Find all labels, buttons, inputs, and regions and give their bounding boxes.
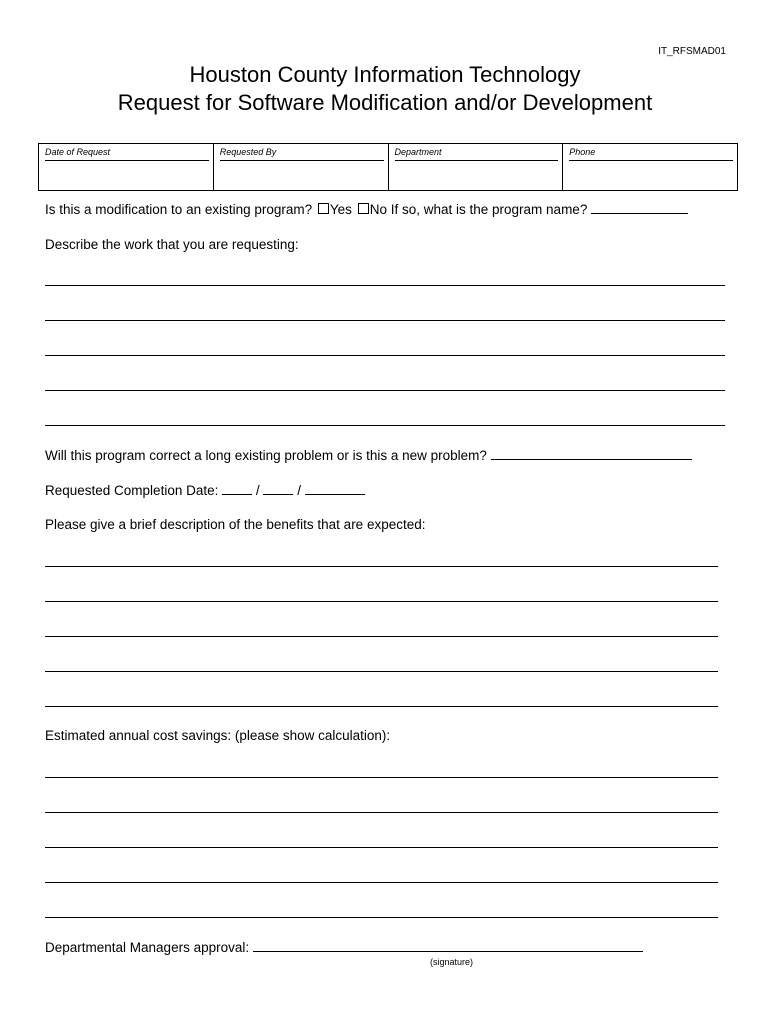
no-label: No [369, 202, 387, 217]
benefits-line-1[interactable] [45, 566, 718, 567]
describe-line-1[interactable] [45, 285, 725, 286]
page-subtitle: Request for Software Modification and/or Development [117, 90, 653, 115]
savings-line-5[interactable] [45, 917, 718, 918]
yes-label: Yes [329, 202, 352, 217]
benefits-line-4[interactable] [45, 671, 718, 672]
describe-line-3[interactable] [45, 355, 725, 356]
signature-caption: (signature) [430, 957, 474, 967]
benefits-line-2[interactable] [45, 601, 718, 602]
program-name-label: If so, what is the program name? [390, 202, 588, 217]
savings-line-3[interactable] [45, 847, 718, 848]
describe-line-2[interactable] [45, 320, 725, 321]
date-separator: / [297, 483, 301, 498]
completion-date-row [45, 482, 365, 498]
department-field[interactable] [389, 144, 564, 190]
department-label: Department [395, 147, 559, 161]
problem-question [45, 447, 692, 463]
completion-year-field[interactable] [305, 482, 365, 495]
date-of-request-label: Date of Request [45, 147, 209, 161]
requested-by-field[interactable] [214, 144, 389, 190]
savings-line-1[interactable] [45, 777, 718, 778]
completion-month-field[interactable] [222, 482, 252, 495]
phone-label: Phone [569, 147, 733, 161]
savings-line-4[interactable] [45, 882, 718, 883]
phone-field[interactable] [563, 144, 737, 190]
modification-question-text: Is this a modification to an existing program? [45, 202, 313, 217]
requested-by-label: Requested By [220, 147, 384, 161]
completion-day-field[interactable] [263, 482, 293, 495]
approval-label: Departmental Managers approval: [45, 940, 250, 955]
date-of-request-field[interactable] [39, 144, 214, 190]
completion-date-label: Requested Completion Date: [45, 483, 219, 498]
benefits-label: Please give a brief description of the benefits that are expected: [45, 517, 426, 532]
savings-line-2[interactable] [45, 812, 718, 813]
problem-question-text: Will this program correct a long existing problem or is this a new problem? [45, 448, 487, 463]
describe-line-4[interactable] [45, 390, 725, 391]
date-separator: / [255, 483, 260, 498]
cost-savings-label: Estimated annual cost savings: (please show calculation): [45, 728, 391, 743]
benefits-line-5[interactable] [45, 706, 718, 707]
problem-answer-field[interactable] [491, 447, 692, 460]
form-id: IT_RFSMAD01 [658, 46, 726, 57]
modification-question [45, 201, 688, 217]
program-name-field[interactable] [591, 201, 688, 214]
no-checkbox[interactable] [358, 203, 369, 214]
request-info-table [38, 143, 738, 191]
page-title: Houston County Information Technology [189, 62, 581, 87]
signature-field[interactable] [253, 939, 643, 952]
describe-work-label: Describe the work that you are requesting: [45, 237, 299, 252]
benefits-line-3[interactable] [45, 636, 718, 637]
describe-line-5[interactable] [45, 425, 725, 426]
yes-checkbox[interactable] [318, 203, 329, 214]
approval-row [45, 939, 643, 955]
